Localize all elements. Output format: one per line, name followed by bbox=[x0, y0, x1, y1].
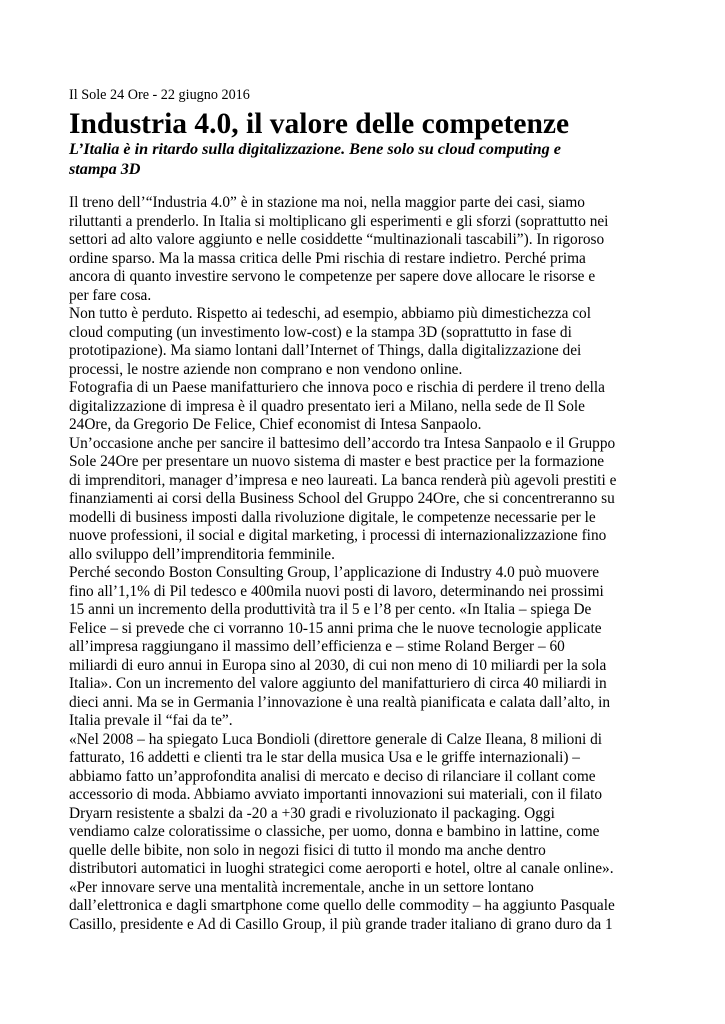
subtitle-line: L’Italia è in ritardo sulla digitalizzazione. Bene solo su cloud computing e bbox=[69, 140, 561, 158]
body-line: digitalizzazione di impresa è il quadro presentato ieri a Milano, nella sede de Il Sole bbox=[69, 397, 585, 415]
body-line: «Per innovare serve una mentalità incrementale, anche in un settore lontano bbox=[69, 878, 534, 896]
document-page bbox=[69, 86, 669, 934]
body-line: Perché secondo Boston Consulting Group, l’applicazione di Industry 4.0 può muovere bbox=[69, 564, 600, 581]
body-line: cloud computing (un investimento low-cost) e la stampa 3D (soprattutto in fase di bbox=[69, 323, 572, 341]
body-line: Un’occasione anche per sancire il battesimo dell’accordo tra Intesa Sanpaolo e il Gruppo bbox=[69, 434, 616, 452]
article-title: Industria 4.0, il valore delle competenze bbox=[69, 108, 570, 140]
body-line: Felice – si prevede che ci vorranno 10-15 anni prima che le nuove tecnologie applicate bbox=[69, 619, 602, 637]
body-line: miliardi di euro annui in Europa sino al 2030, di cui non meno di 10 miliardi per la sola bbox=[69, 656, 607, 674]
article-body bbox=[69, 194, 669, 934]
body-line: Dryarn resistente a sbalzi da -20 a +30 gradi e rivoluzionato il packaging. Oggi bbox=[69, 804, 555, 822]
body-line: di imprenditori, manager d’impresa e neo laureati. La banca renderà più agevoli prestiti e bbox=[69, 471, 617, 489]
body-line: distributori automatici in luoghi strategici come aeroporti e hotel, oltre al canale online». bbox=[69, 860, 614, 877]
body-line: abbiamo fatto un’approfondita analisi di mercato e deciso di rilanciare il collant come bbox=[69, 767, 596, 785]
body-line: dieci anni. Ma se in Germania l’innovazione è una realtà pianificata e calata dall’alto, in bbox=[69, 693, 611, 711]
body-line: ancora di quanto investire servono le competenze per sapere dove allocare le risorse e bbox=[69, 268, 596, 285]
body-line: Non tutto è perduto. Rispetto ai tedeschi, ad esempio, abbiamo più dimestichezza col bbox=[69, 305, 591, 322]
body-line: nuove professioni, il social e digital marketing, i processi di internazionalizzazione fino bbox=[69, 527, 607, 544]
source-line: Il Sole 24 Ore - 22 giugno 2016 bbox=[69, 87, 250, 103]
body-line: quelle delle bibite, non solo in negozi fisici di tutto il mondo ma anche dentro bbox=[69, 841, 546, 859]
body-line: «Nel 2008 – ha spiegato Luca Bondioli (direttore generale di Calze Ileana, 8 milioni di bbox=[69, 730, 603, 748]
body-line: fino all’1,1% di Pil tedesco e 400mila nuovi posti di lavoro, determinando nei prossimi bbox=[69, 582, 604, 600]
body-line: accessorio di moda. Abbiamo avviato importanti innovazioni sui materiali, con il filato bbox=[69, 786, 603, 803]
body-line: Italia prevale il “fai da te”. bbox=[69, 712, 233, 729]
body-line: allo sviluppo dell’imprenditoria femminile. bbox=[69, 545, 335, 563]
body-line: finanziamenti ai corsi della Business School del Gruppo 24Ore, che si concentreranno su bbox=[69, 490, 615, 507]
body-line: settori ad alto valore aggiunto e nelle cosiddette “multinazionali tascabili”). In rigoroso bbox=[69, 231, 605, 248]
body-line: Italia». Con un incremento del valore aggiunto del manifatturiero di circa 40 miliardi in bbox=[69, 675, 607, 692]
body-line: 24Ore, da Gregorio De Felice, Chief economist di Intesa Sanpaolo. bbox=[69, 416, 482, 433]
body-line: Casillo, presidente e Ad di Casillo Group, il più grande trader italiano di grano duro da 1 bbox=[69, 915, 613, 933]
body-line: fatturato, 16 addetti e clienti tra le star della musica Usa e le griffe internazionali) – bbox=[69, 749, 580, 766]
body-line: riluttanti a prenderlo. In Italia si moltiplicano gli esperimenti e gli sforzi (soprattutto nei bbox=[69, 212, 609, 230]
body-line: Fotografia di un Paese manifatturiero che innova poco e rischia di perdere il treno della bbox=[69, 379, 605, 396]
article-subtitle bbox=[69, 140, 669, 179]
body-line: modelli di business imposti dalla rivoluzione digitale, le competenze necessarie per le bbox=[69, 508, 596, 526]
body-line: ordine sparso. Ma la massa critica delle Pmi rischia di restare indietro. Perché prima bbox=[69, 249, 586, 267]
subtitle-line: stampa 3D bbox=[69, 159, 141, 178]
body-line: 15 anni un incremento della produttività tra il 5 e l’8 per cento. «In Italia – spiega De bbox=[69, 601, 592, 618]
body-line: prototipazione). Ma siamo lontani dall’Internet of Things, dalla digitalizzazione dei bbox=[69, 342, 582, 359]
body-line: dall’elettronica e dagli smartphone come quello delle commodity – ha aggiunto Pasquale bbox=[69, 897, 615, 914]
body-line: Il treno dell’“Industria 4.0” è in stazione ma noi, nella maggior parte dei casi, siamo bbox=[69, 194, 585, 211]
body-line: per fare cosa. bbox=[69, 286, 152, 304]
body-line: all’impresa raggiungano il massimo dell’efficienza e – stime Roland Berger – 60 bbox=[69, 638, 565, 655]
body-line: processi, le nostre aziende non comprano e non vendono online. bbox=[69, 360, 463, 378]
body-line: Sole 24Ore per presentare un nuovo sistema di master e best practice per la formazione bbox=[69, 453, 605, 470]
body-line: vendiamo calze coloratissime o classiche, per uomo, donna e bambino in lattine, come bbox=[69, 823, 600, 840]
